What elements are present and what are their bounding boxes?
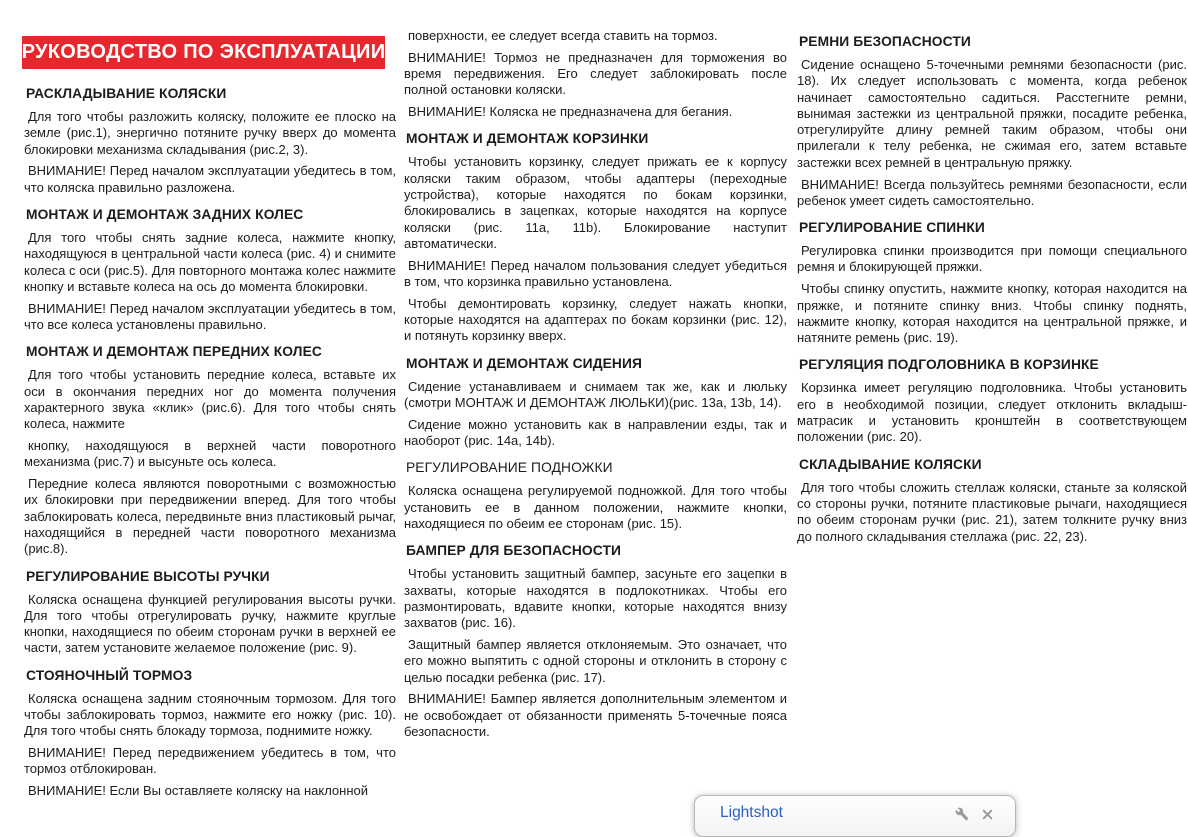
close-icon: [981, 808, 994, 821]
paragraph: Для того чтобы сложить стеллаж коляски, станьте за коляской со стороны ручки, потяните пластиковые рычаги, находящиеся по обеим сторонам ручки (рис. 21), затем толкните ручку вниз до полного складывания стеллажа (рис. 22, 23).: [797, 479, 1187, 544]
paragraph: ВНИМАНИЕ! Бампер является дополнительным элементом и не освобождает от обязанности применять 5-точечные пояса безопасности.: [404, 691, 787, 739]
manual-title: РУКОВОДСТВО ПО ЭКСПЛУАТАЦИИ: [21, 41, 386, 63]
section-heading: СТОЯНОЧНЫЙ ТОРМОЗ: [26, 667, 193, 683]
section-heading: РЕГУЛИРОВАНИЕ ВЫСОТЫ РУЧКИ: [26, 568, 270, 584]
paragraph: ВНИМАНИЕ! Перед началом пользования следует убедиться в том, что корзинка правильно установлена.: [404, 257, 787, 290]
settings-button[interactable]: [954, 806, 970, 822]
paragraph: поверхности, ее следует всегда ставить на тормоз.: [408, 28, 718, 43]
section-heading: РЕГУЛИРОВАНИЕ ПОДНОЖКИ: [406, 460, 613, 476]
paragraph: Сидение устанавливаем и снимаем так же, как и люльку (смотри МОНТАЖ И ДЕМОНТАЖ ЛЮЛЬКИ)(рис. 13a, 13b, 14).: [404, 378, 787, 411]
section-heading: РЕГУЛИРОВАНИЕ СПИНКИ: [799, 220, 985, 236]
section-heading: МОНТАЖ И ДЕМОНТАЖ ПЕРЕДНИХ КОЛЕС: [26, 344, 322, 360]
paragraph: ВНИМАНИЕ! Всегда пользуйтесь ремнями безопасности, если ребенок умеет сидеть самостоятельно.: [797, 176, 1187, 208]
paragraph: Для того чтобы установить передние колеса, вставьте их оси в окончания передних ног до момента получения характерного звука «клик» (рис.6). Для того чтобы снять колеса, нажмите: [24, 367, 396, 432]
section-heading: МОНТАЖ И ДЕМОНТАЖ ЗАДНИХ КОЛЕС: [26, 206, 304, 222]
paragraph: Передние колеса являются поворотными с возможностью их блокировки при передвижении вперед. Для того чтобы заблокировать колеса, передвиньте вниз пластиковый рычаг, находящийся в передней части поворотного механизма (рис.8).: [24, 476, 396, 557]
lightshot-title: Lightshot: [720, 804, 783, 821]
paragraph: ВНИМАНИЕ! Перед началом эксплуатации убедитесь в том, что все колеса установлены правильно.: [24, 300, 396, 332]
paragraph: Для того чтобы снять задние колеса, нажмите кнопку, находящуюся в центральной части колеса (рис. 4) и снимите колеса с оси (рис.5). Для повторного монтажа колес нажмите кнопку и вставьте колеса на ось до момента блокировки.: [24, 229, 396, 294]
paragraph: Сидение можно установить как в направлении езды, так и наоборот (рис. 14a, 14b).: [404, 416, 787, 449]
paragraph: Сидение оснащено 5-точечными ремнями безопасности (рис. 18). Их следует использовать с момента, когда ребенок начинает самостоятельно садиться. Расстегните ремни, вынимая застежки из центральной пряжки, посадите ребенка, отрегулируйте длину ремней таким образом, чтобы они прилегали к телу ребенка, не сжимая его, затем вставьте застежки всех ремней в центральную пряжку.: [797, 57, 1187, 170]
section-heading: РАСКЛАДЫВАНИЕ КОЛЯСКИ: [26, 86, 227, 101]
manual-column-3: [797, 28, 1187, 550]
paragraph: ВНИМАНИЕ! Перед передвижением убедитесь в том, что тормоз отблокирован.: [24, 745, 396, 777]
section-heading: МОНТАЖ И ДЕМОНТАЖ КОРЗИНКИ: [406, 131, 649, 147]
section-heading: РЕМНИ БЕЗОПАСНОСТИ: [799, 34, 971, 49]
wrench-icon: [955, 807, 969, 821]
paragraph: ВНИМАНИЕ! Коляска не предназначена для бегания.: [408, 104, 733, 120]
manual-column-1: [24, 80, 396, 805]
section-heading: СКЛАДЫВАНИЕ КОЛЯСКИ: [799, 456, 982, 472]
paragraph: Чтобы установить корзинку, следует прижать ее к корпусу коляски таким образом, чтобы адаптеры (переходные устройства), которые находятся по бокам корзинки, блокировались в зацепках, которые находятся на корпусе коляски (рис. 11a, 11b). Блокирование наступит автоматически.: [404, 154, 787, 251]
paragraph: Коляска оснащена задним стояночным тормозом. Для того чтобы заблокировать тормоз, нажмите его ножку (рис. 10). Для того чтобы снять блокаду тормоза, поднимите ножку.: [24, 690, 396, 739]
manual-column-2: [404, 28, 787, 746]
section-heading: МОНТАЖ И ДЕМОНТАЖ СИДЕНИЯ: [406, 355, 643, 371]
paragraph: Коляска оснащена функцией регулирования высоты ручки. Для того чтобы отрегулировать ручку, нажмите круглые кнопки, находящиеся по обеим сторонам ручки в верхней ее части, затем установите желаемое положение (рис. 9).: [24, 591, 396, 656]
paragraph: ВНИМАНИЕ! Перед началом эксплуатации убедитесь в том, что коляска правильно разложена.: [24, 163, 396, 195]
paragraph: Чтобы установить защитный бампер, засуньте его зацепки в захваты, которые находятся в подлокотниках. Чтобы его размонтировать, вдавите кнопки, которые находятся внизу захватов (рис. 16).: [404, 566, 787, 631]
close-button[interactable]: [979, 806, 995, 822]
lightshot-window[interactable]: [694, 795, 1016, 837]
paragraph: Чтобы демонтировать корзинку, следует нажать кнопки, которые находятся на адаптерах по бокам корзинки (рис. 12), и потянуть корзинку вверх.: [404, 295, 787, 344]
paragraph: Коляска оснащена регулируемой подножкой. Для того чтобы установить ее в данном положении, нажмите кнопки, находящиеся по обеим ее сторонам (рис. 15).: [404, 483, 787, 532]
paragraph: Для того чтобы разложить коляску, положите ее плоско на земле (рис.1), энергично потяните ручку вверх до момента блокировки механизма складывания (рис.2, 3).: [24, 109, 396, 157]
paragraph: Корзинка имеет регуляцию подголовника. Чтобы установить его в необходимой позиции, следует отклонить вкладыш-матрасик и установить кронштейн в соответствующем положении (рис. 20).: [797, 380, 1187, 445]
paragraph: кнопку, находящуюся в верхней части поворотного механизма (рис.7) и высуньте ось колеса.: [24, 437, 396, 470]
paragraph: Чтобы спинку опустить, нажмите кнопку, которая находится на пряжке, и потяните спинку вниз. Чтобы спинку поднять, нажмите кнопку, которая находится на центральной пряжке, и натяните ремень (рис. 19).: [797, 281, 1187, 346]
paragraph: Защитный бампер является отклоняемым. Это означает, что его можно выпятить с одной стороны и отклонить в сторону с целью посадки ребенка (рис. 17).: [404, 637, 787, 685]
paragraph: Регулировка спинки производится при помощи специального ремня и блокирующей пряжки.: [797, 243, 1187, 275]
section-heading: РЕГУЛЯЦИЯ ПОДГОЛОВНИКА В КОРЗИНКЕ: [799, 357, 1099, 373]
lightshot-actions: [954, 806, 995, 822]
paragraph: ВНИМАНИЕ! Если Вы оставляете коляску на наклонной: [28, 783, 369, 799]
section-heading: БАМПЕР ДЛЯ БЕЗОПАСНОСТИ: [406, 543, 622, 559]
paragraph: ВНИМАНИЕ! Тормоз не предназначен для торможения во время передвижения. Его следует заблокировать после полной остановки коляски.: [404, 49, 787, 98]
manual-title-banner: [22, 36, 385, 69]
